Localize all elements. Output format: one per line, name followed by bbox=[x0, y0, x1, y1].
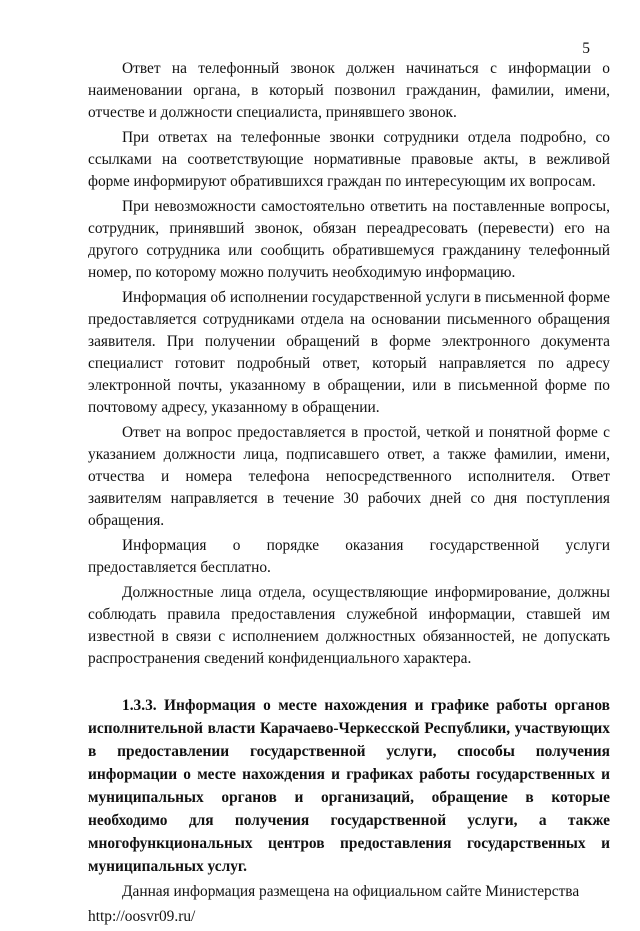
paragraph-answer-form: Ответ на вопрос предоставляется в простой, четкой и понятной форме с указанием должности лица, подписавшего ответ, а также фамилии, имени, отчества и номера телефона непосредственного исполнителя. Ответ заявителям направляется в течение 30 рабочих дней со дня поступления обращения. bbox=[88, 424, 610, 529]
ministry-website-link[interactable]: http://oosvr09.ru/ bbox=[88, 908, 196, 925]
paragraph-written-info: Информация об исполнении государственной услуги в письменной форме предоставляется сотрудниками отдела на основании письменного обращения заявителя. При получении обращений в форме электронного документа специалист готовит подробный ответ, который направляется по адресу электронной почты, указанному в обращении, или в письменной форме по почтовому адресу, указанному в обращении. bbox=[88, 289, 610, 416]
page-number: 5 bbox=[582, 40, 590, 57]
paragraph-info-location: Данная информация размещена на официальном сайте Министерства bbox=[122, 883, 580, 900]
section-heading-1-3-3: 1.3.3. Информация о месте нахождения и графике работы органов исполнительной власти Карачаево-Черкесской Республики, участвующих в предоставлении государственной услуги, способы получения информации о месте нахождения и графиках работы государственных и муниципальных органов и организаций, обращение в которые необходимо для получения государственной услуги, а также многофункциональных центров предоставления государственных и муниципальных услуг. bbox=[88, 697, 610, 875]
paragraph-phone-consultation: При ответах на телефонные звонки сотрудники отдела подробно, со ссылками на соответствующие нормативные правовые акты, в вежливой форме информируют обратившихся граждан по интересующим их вопросам. bbox=[88, 129, 610, 190]
paragraph-free-of-charge: Информация о порядке оказания государственной услуги предоставляется бесплатно. bbox=[88, 537, 610, 576]
paragraph-phone-answer: Ответ на телефонный звонок должен начинаться с информации о наименовании органа, в который позвонил гражданин, фамилии, имени, отчестве и должности специалиста, принявшего звонок. bbox=[88, 60, 610, 121]
paragraph-redirect-call: При невозможности самостоятельно ответить на поставленные вопросы, сотрудник, принявший звонок, обязан переадресовать (перевести) его на другого сотрудника или сообщить обратившемуся гражданину телефонный номер, по которому можно получить необходимую информацию. bbox=[88, 198, 610, 281]
paragraph-confidentiality: Должностные лица отдела, осуществляющие информирование, должны соблюдать правила предоставления служебной информации, ставшей им известной в связи с исполнением должностных обязанностей, не допускать распространения сведений конфиденциального характера. bbox=[88, 584, 610, 667]
document-body bbox=[88, 58, 610, 931]
